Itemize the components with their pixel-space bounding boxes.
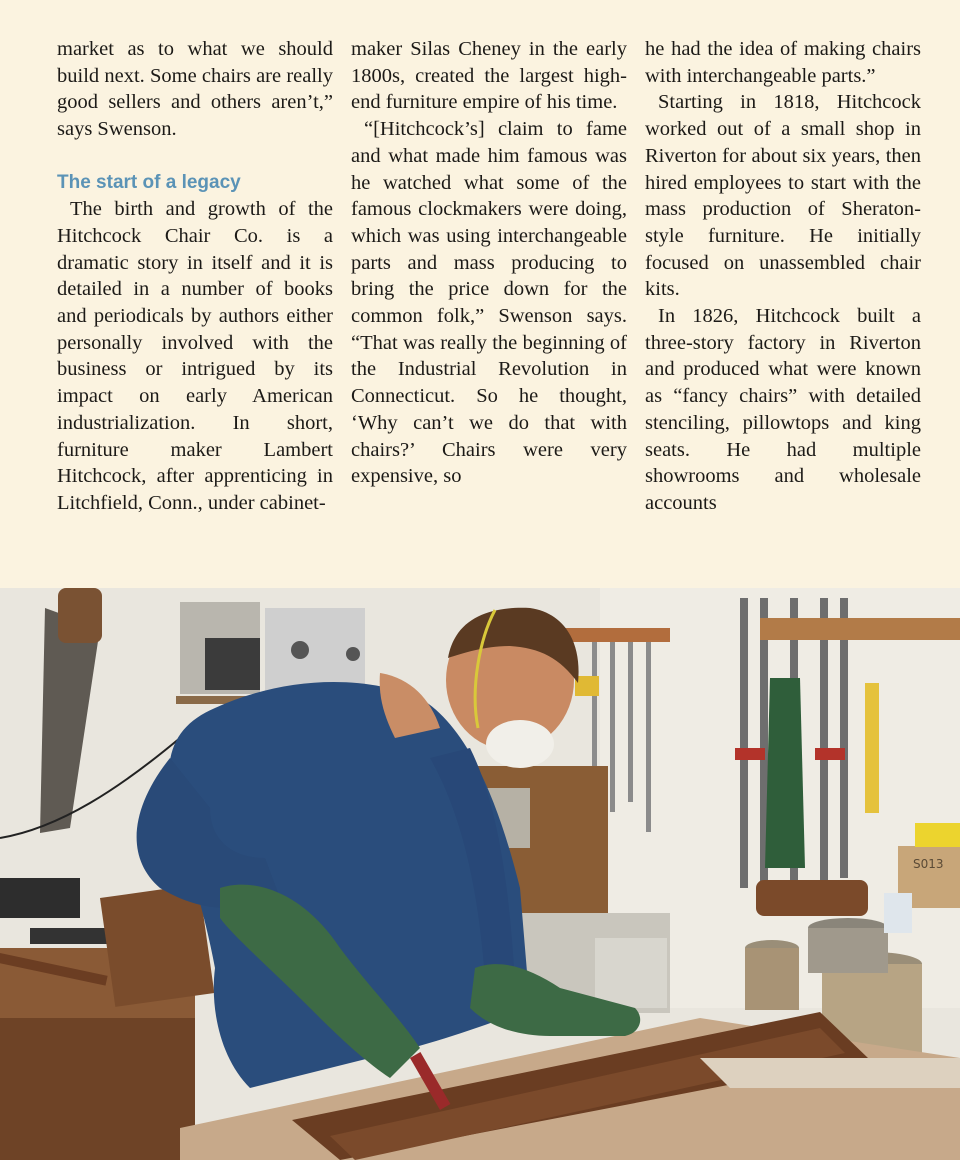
box-label: S013 (913, 857, 944, 871)
paragraph: market as to what we should build next. Some chairs are really good sellers and others aren’t,” says Swenson. (57, 38, 333, 141)
dust-mask (486, 720, 554, 768)
paragraph: Starting in 1818, Hitchcock worked out of a small shop in Riverton for about six years, then hired employees to start with the mass production of Sheraton-style furniture. He initially focused on unassembled chair kits. (645, 91, 921, 301)
text-column-1 (57, 36, 333, 517)
chair-back (756, 880, 868, 916)
paragraph: maker Silas Cheney in the early 1800s, created the largest high-end furniture empire of his time. (351, 38, 627, 114)
paragraph: In 1826, Hitchcock built a three-story factory in Riverton and produced what were known as “fancy chairs” with detailed stenciling, pillowtops and king seats. He had multiple showrooms and wholesale accounts (645, 305, 921, 514)
text-column-2 (351, 36, 627, 490)
workshop-illustration (0, 588, 960, 1160)
paragraph: he had the idea of making chairs with interchangeable parts.” (645, 38, 921, 87)
text-column-3 (645, 36, 921, 517)
section-subhead: The start of a legacy (57, 171, 241, 193)
paragraph: The birth and growth of the Hitchcock Chair Co. is a dramatic story in itself and it is detailed in a number of books and periodicals by authors either personally involved with the business or intrigued by its impact on early American industrialization. In short, furniture maker Lambert Hitchcock, after apprenticing in Litchfield, Conn., under cabinet- (57, 198, 333, 514)
paragraph: “[Hitchcock’s] claim to fame and what made him famous was he watched what some of the famous clockmakers were doing, which was using interchangeable parts and mass producing to bring the price down for the common folk,” Swenson says. “That was really the beginning of the Industrial Revolution in Connecticut. So he thought, ‘Why can’t we do that with chairs?’ Chairs were very expensive, so (351, 118, 627, 488)
workshop-photo (0, 588, 960, 1160)
